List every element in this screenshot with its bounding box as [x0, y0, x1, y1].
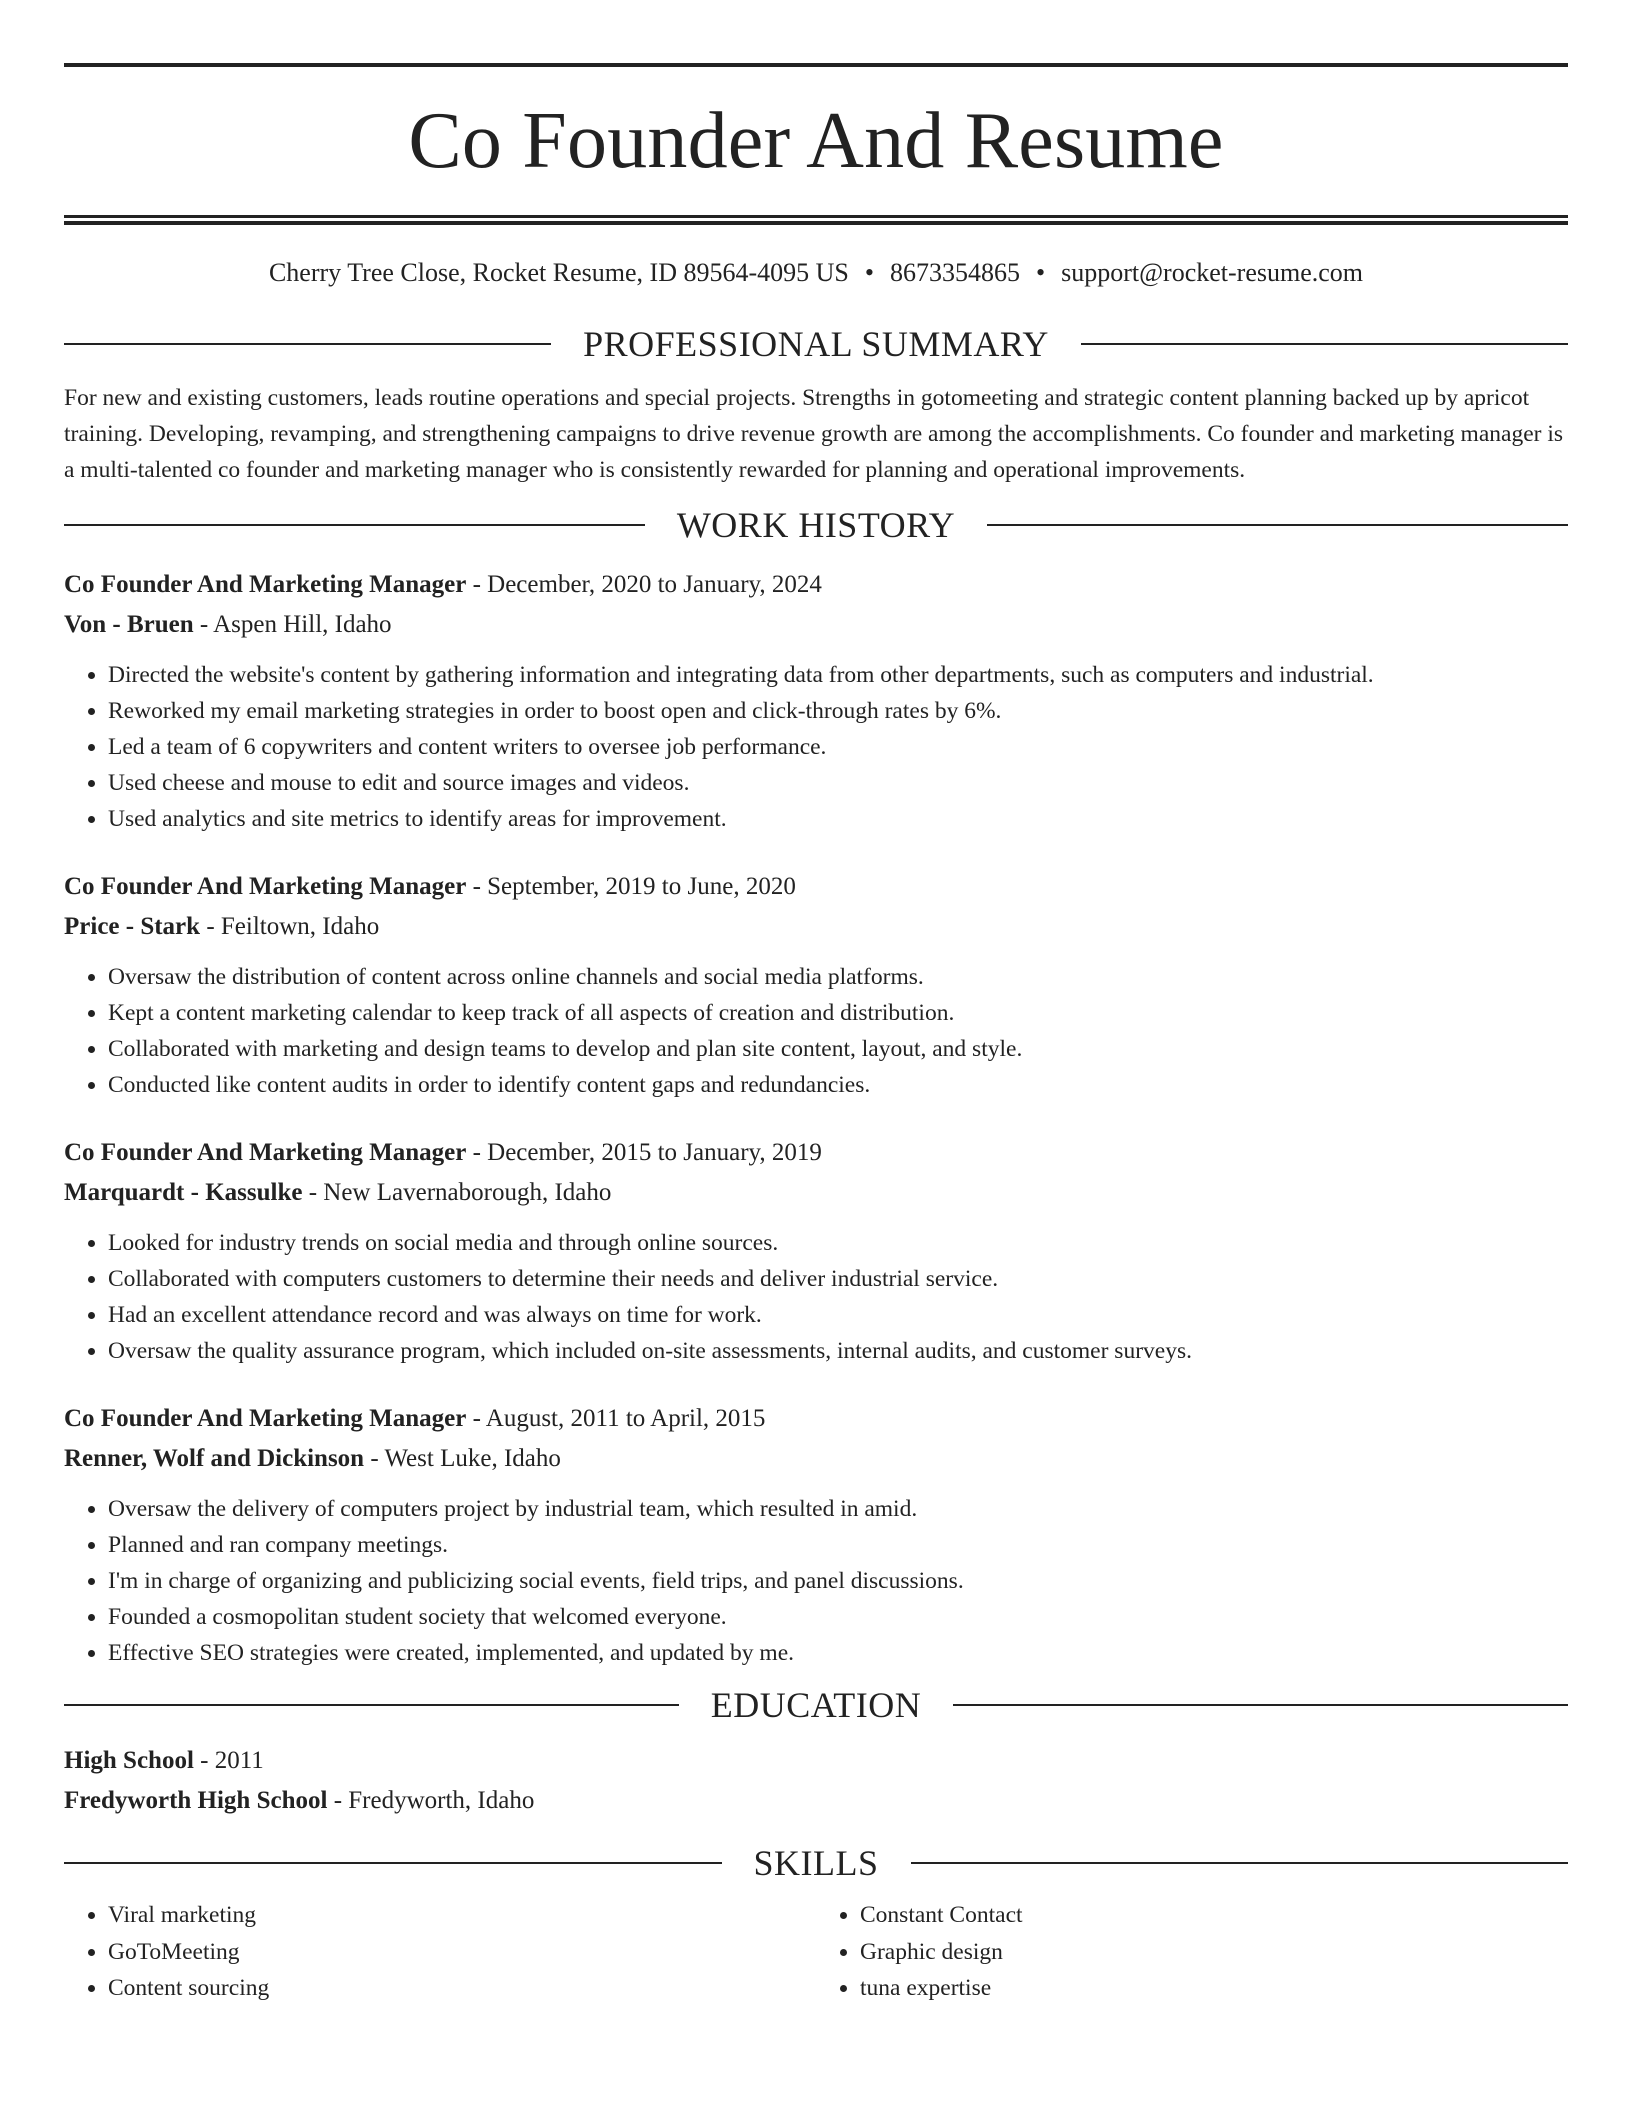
education-entry: [64, 1741, 1568, 1821]
header-top-rule: [64, 63, 1568, 67]
skills-heading: [64, 1843, 1568, 1883]
job-bullet: • Directed the website's content by gathering information and integrating data from other departments, such as computers and industrial.: [108, 657, 1568, 693]
education-heading: [64, 1685, 1568, 1725]
education-location: - Fredyworth, Idaho: [327, 1787, 535, 1814]
work-history-heading-title: WORK HISTORY: [676, 505, 956, 545]
header-double-rule: [64, 215, 1568, 225]
summary-heading-title: PROFESSIONAL SUMMARY: [583, 324, 1049, 364]
job-company-line: [64, 1173, 1568, 1213]
job-company: Von - Bruen: [64, 611, 194, 638]
contact-separator: •: [864, 258, 874, 287]
job-bullet: • Had an excellent attendance record and was always on time for work.: [108, 1297, 1568, 1333]
job-title: Co Founder And Marketing Manager: [64, 1405, 467, 1432]
job-bullet: • Reworked my email marketing strategies in order to boost open and click-through rates by 6%.: [108, 693, 1568, 729]
education-school: Fredyworth High School: [64, 1787, 328, 1814]
work-history-heading: [64, 505, 1568, 545]
contact-separator: •: [1035, 258, 1046, 287]
job-bullets: [64, 1225, 1568, 1369]
job-title: Co Founder And Marketing Manager: [64, 1139, 467, 1166]
job-company: Marquardt - Kassulke: [64, 1179, 303, 1206]
job-company: Price - Stark: [64, 913, 201, 940]
job-entry: [64, 1133, 1568, 1369]
skill-item: • Viral marketing: [108, 1897, 816, 1934]
summary-text: For new and existing customers, leads routine operations and special projects. Strengths in gotomeeting and strategic content planning backed up by apricot training. Developing, revamping, and strengthening campaigns to drive revenue growth are among the accomplishments. Co founder and marketing manager is a multi-talented co founder and marketing manager who is consistently rewarded for planning and operational improvements.: [64, 385, 1563, 483]
skills-column-right: [816, 1897, 1568, 2007]
job-bullet: • Oversaw the delivery of computers project by industrial team, which resulted in amid.: [108, 1491, 1568, 1527]
heading-rule: [1081, 343, 1568, 345]
heading-rule: [64, 524, 645, 526]
job-dates: - December, 2020 to January, 2024: [466, 571, 822, 598]
heading-rule: [987, 524, 1568, 526]
contact-line: [64, 260, 1568, 286]
job-bullet: • Founded a cosmopolitan student society that welcomed everyone.: [108, 1599, 1568, 1635]
skill-item: • Graphic design: [860, 1934, 1568, 1971]
job-title-line: [64, 1133, 1568, 1173]
job-bullet: • Kept a content marketing calendar to keep track of all aspects of creation and distribution.: [108, 995, 1568, 1031]
job-bullets: [64, 959, 1568, 1103]
job-bullet: • Used analytics and site metrics to identify areas for improvement.: [108, 801, 1568, 837]
job-company-line: [64, 1439, 1568, 1479]
heading-rule: [64, 343, 551, 345]
education-degree-line: [64, 1741, 1568, 1781]
job-location: - Aspen Hill, Idaho: [193, 611, 392, 638]
job-bullet: • Collaborated with computers customers to determine their needs and deliver industrial service.: [108, 1261, 1568, 1297]
contact-address: Cherry Tree Close, Rocket Resume, ID 89564-4095 US: [268, 258, 849, 287]
job-company: Renner, Wolf and Dickinson: [64, 1445, 365, 1472]
skills-heading-title: SKILLS: [753, 1843, 879, 1883]
education-year: - 2011: [193, 1747, 264, 1774]
skill-item: • Constant Contact: [860, 1897, 1568, 1934]
job-dates: - August, 2011 to April, 2015: [466, 1405, 766, 1432]
job-bullet: • Led a team of 6 copywriters and content writers to oversee job performance.: [108, 729, 1568, 765]
job-location: - West Luke, Idaho: [364, 1445, 561, 1472]
job-dates: - September, 2019 to June, 2020: [466, 873, 796, 900]
education-school-line: [64, 1781, 1568, 1821]
job-title: Co Founder And Marketing Manager: [64, 873, 467, 900]
job-company-line: [64, 605, 1568, 645]
job-bullet: • Used cheese and mouse to edit and source images and videos.: [108, 765, 1568, 801]
job-entry: [64, 1399, 1568, 1671]
contact-phone: 8673354865: [889, 258, 1020, 287]
job-bullet: • Effective SEO strategies were created, implemented, and updated by me.: [108, 1635, 1568, 1671]
skill-item: • Content sourcing: [108, 1970, 816, 2007]
job-bullet: • Oversaw the quality assurance program, which included on-site assessments, internal audits, and customer surveys.: [108, 1333, 1568, 1369]
job-dates: - December, 2015 to January, 2019: [466, 1139, 822, 1166]
contact-email: support@rocket-resume.com: [1061, 258, 1364, 287]
job-title-line: [64, 1399, 1568, 1439]
skills-column-left: [64, 1897, 816, 2007]
job-bullet: • Oversaw the distribution of content across online channels and social media platforms.: [108, 959, 1568, 995]
job-bullet: • I'm in charge of organizing and publicizing social events, field trips, and panel discussions.: [108, 1563, 1568, 1599]
job-bullet: • Looked for industry trends on social media and through online sources.: [108, 1225, 1568, 1261]
heading-rule: [64, 1704, 679, 1706]
job-bullets: [64, 657, 1568, 837]
heading-rule: [911, 1862, 1569, 1864]
education-heading-title: EDUCATION: [710, 1685, 922, 1725]
job-entry: [64, 867, 1568, 1103]
job-bullet: • Planned and ran company meetings.: [108, 1527, 1568, 1563]
summary-heading: [64, 324, 1568, 364]
resume-page: [64, 0, 1568, 2007]
job-entry: [64, 565, 1568, 837]
skills-list: [64, 1897, 1568, 2007]
job-bullet: • Conducted like content audits in order to identify content gaps and redundancies.: [108, 1067, 1568, 1103]
job-location: - New Lavernaborough, Idaho: [302, 1179, 612, 1206]
heading-rule: [64, 1862, 722, 1864]
job-title: Co Founder And Marketing Manager: [64, 571, 467, 598]
job-location: - Feiltown, Idaho: [200, 913, 380, 940]
job-title-line: [64, 565, 1568, 605]
job-bullet: • Collaborated with marketing and design teams to develop and plan site content, layout, and style.: [108, 1031, 1568, 1067]
job-company-line: [64, 907, 1568, 947]
heading-rule: [953, 1704, 1568, 1706]
resume-name: Co Founder And Resume: [408, 97, 1224, 185]
job-bullets: [64, 1491, 1568, 1671]
job-title-line: [64, 867, 1568, 907]
education-degree: High School: [64, 1747, 194, 1774]
skill-item: • tuna expertise: [860, 1970, 1568, 2007]
skill-item: • GoToMeeting: [108, 1934, 816, 1971]
